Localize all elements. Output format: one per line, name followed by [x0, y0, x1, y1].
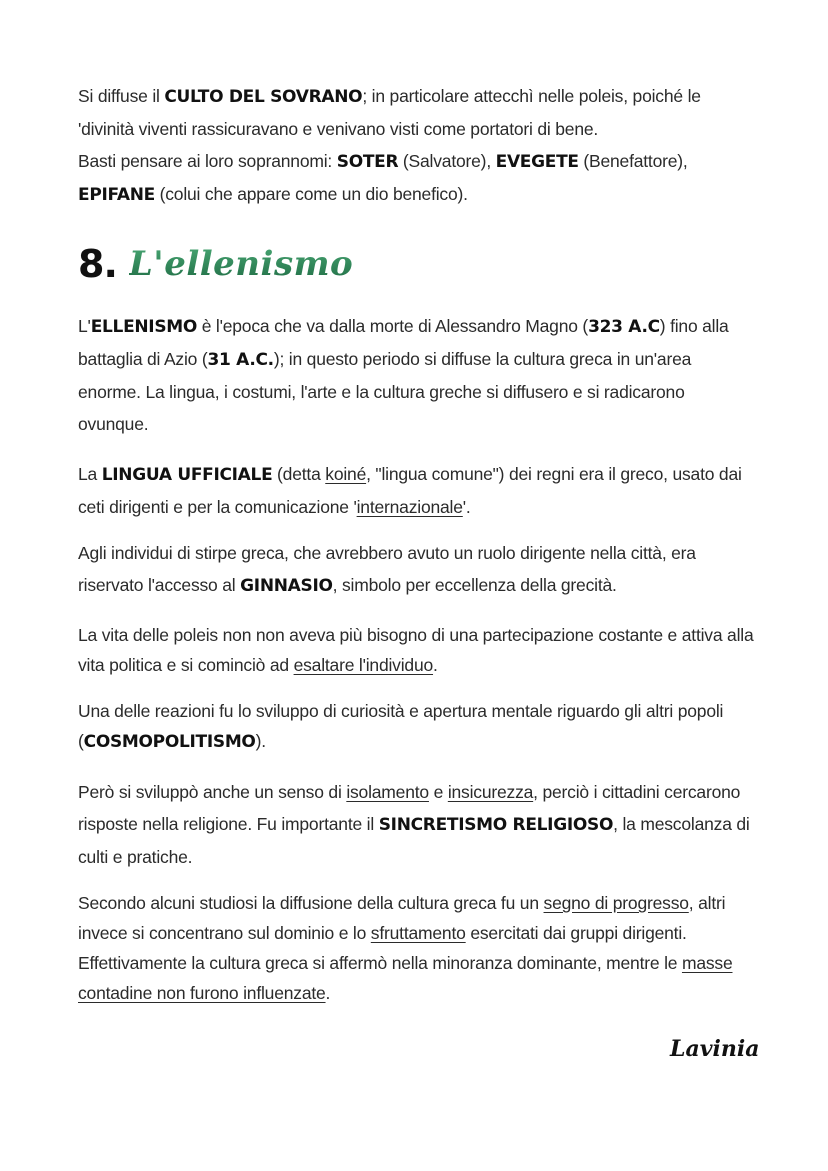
paragraph-lingua	[78, 458, 758, 523]
keyword: GINNASIO	[240, 576, 333, 596]
section-number: 8.	[78, 242, 117, 286]
keyword: COSMOPOLITISMO	[83, 732, 256, 752]
paragraph-individuo	[78, 620, 758, 680]
paragraph-text: Si diffuse il CULTO DEL SOVRANO; in particolare attecchì nelle poleis, poiché le 'divinità viventi rassicuravano e venivano visti come portatori di bene.	[78, 86, 701, 139]
underlined-term: insicurezza	[447, 782, 534, 802]
underlined-term: internazionale	[356, 497, 463, 517]
paragraph-text: Una delle reazioni fu lo sviluppo di curiosità e apertura mentale riguardo gli altri popoli (COSMOPOLITISMO).	[78, 701, 724, 752]
underlined-term: masse contadine non furono influenzate	[78, 953, 733, 1003]
paragraph-cosmopolitismo	[78, 696, 758, 757]
keyword: SINCRETISMO RELIGIOSO	[378, 815, 614, 835]
paragraph-ginnasio	[78, 537, 758, 602]
keyword: ELLENISMO	[90, 317, 198, 337]
underlined-term: koiné	[325, 464, 367, 484]
keyword: LINGUA UFFICIALE	[101, 465, 273, 485]
paragraph-sincretismo	[78, 776, 758, 873]
paragraph-text: L'ELLENISMO è l'epoca che va dalla morte di Alessandro Magno (323 A.C) fino alla battaglia di Azio (31 A.C.); in questo periodo si diffuse la cultura greca in un'area enorme. La lingua, i costumi, l'arte e la cultura greche si diffusero e si radicarono ovunque.	[78, 316, 729, 434]
keyword: 31 A.C.	[207, 350, 274, 370]
underlined-term: esaltare l'individuo	[293, 655, 434, 675]
paragraph-text: La LINGUA UFFICIALE (detta koiné, "lingua comune") dei regni era il greco, usato dai ceti dirigenti e per la comunicazione 'internazionale'.	[78, 464, 742, 517]
keyword: 323 A.C	[588, 317, 660, 337]
keyword: EPIFANE	[78, 185, 155, 205]
paragraph-culto-sovrano	[78, 80, 758, 211]
section-heading	[78, 236, 353, 292]
paragraph-ellenismo	[78, 310, 758, 440]
underlined-term: segno di progresso	[543, 893, 689, 913]
underlined-term: isolamento	[346, 782, 429, 802]
section-title: L'ellenismo	[128, 244, 354, 284]
paragraph-text: La vita delle poleis non non aveva più bisogno di una partecipazione costante e attiva alla vita politica e si cominciò ad esaltare l'individuo.	[78, 625, 754, 675]
keyword: CULTO DEL SOVRANO	[164, 87, 363, 107]
paragraph-text: Agli individui di stirpe greca, che avrebbero avuto un ruolo dirigente nella città, era riservato l'accesso al GINNASIO, simbolo per eccellenza della grecità.	[78, 543, 696, 596]
paragraph-text: Basti pensare ai loro soprannomi: SOTER (Salvatore), EVEGETE (Benefattore), EPIFANE (colui che appare come un dio benefico).	[78, 151, 688, 205]
author-signature: Lavinia	[670, 1036, 760, 1062]
underlined-term: sfruttamento	[370, 923, 466, 943]
keyword: SOTER	[336, 152, 399, 172]
keyword: EVEGETE	[495, 152, 579, 172]
paragraph-text: Secondo alcuni studiosi la diffusione della cultura greca fu un segno di progresso, altri invece si concentrano sul dominio e lo sfruttamento esercitati dai gruppi dirigenti. Effettivamente la cultura greca si affermò nella minoranza dominante, mentre le masse contadine non furono influenzate.	[78, 893, 733, 1003]
paragraph-text: Però si sviluppò anche un senso di isolamento e insicurezza, perciò i cittadini cercarono risposte nella religione. Fu importante il SINCRETISMO RELIGIOSO, la mescolanza di culti e pratiche.	[78, 782, 750, 867]
paragraph-progresso	[78, 888, 758, 1008]
